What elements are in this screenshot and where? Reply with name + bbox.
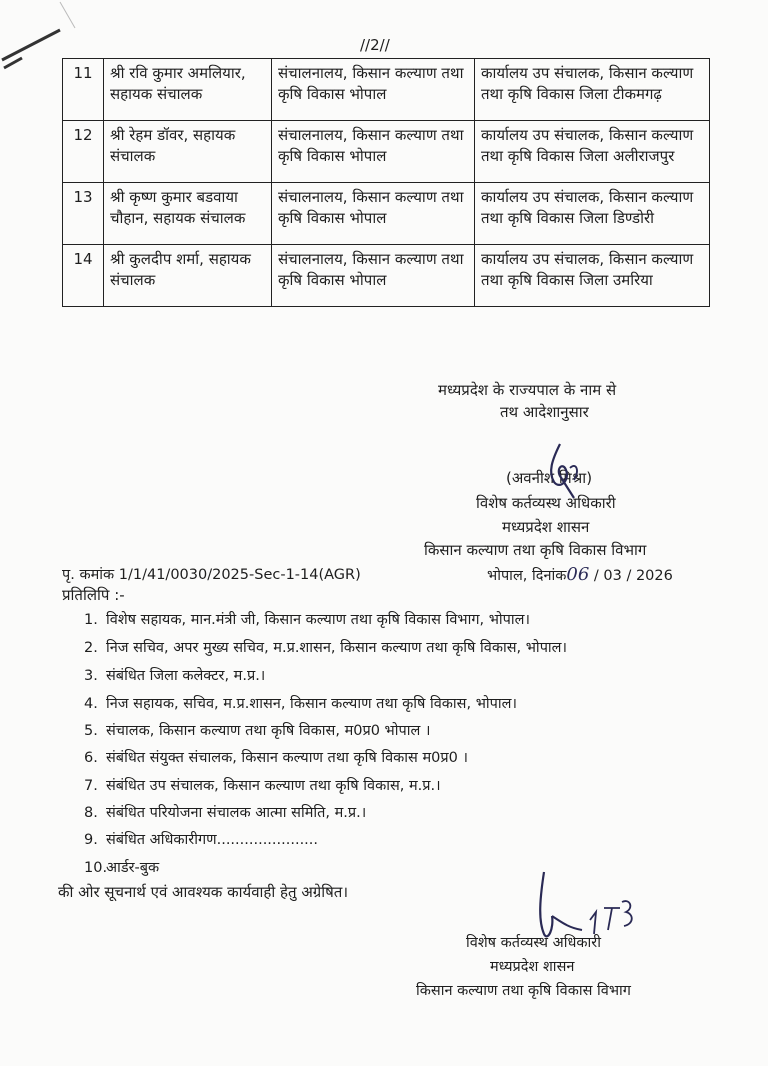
list-item [84, 694, 517, 714]
current-posting: संचालनालय, किसान कल्याण तथा कृषि विकास भोपाल [272, 183, 475, 245]
officer-name: श्री रेहम डॉवर, सहायक संचालक [104, 121, 272, 183]
signatory-department: किसान कल्याण तथा कृषि विकास विभाग [424, 541, 647, 559]
list-item [84, 776, 441, 796]
list-item [84, 610, 530, 630]
table-row [63, 59, 710, 121]
serial-number: 13 [63, 183, 104, 245]
list-item-text: निज सहायक, सचिव, म.प्र.शासन, किसान कल्याण तथा कृषि विकास, भोपाल। [106, 696, 517, 712]
date-day: 06 [566, 564, 590, 585]
signatory-designation: विशेष कर्तव्यस्थ अधिकारी [466, 935, 601, 951]
table-row [63, 245, 710, 307]
list-item-text: संबंधित उप संचालक, किसान कल्याण तथा कृषि विकास, म.प्र.। [106, 778, 441, 794]
serial-number: 11 [63, 59, 104, 121]
list-item-text: विशेष सहायक, मान.मंत्री जी, किसान कल्याण तथा कृषि विकास विभाग, भोपाल। [106, 612, 530, 628]
page-number: //2// [360, 36, 390, 54]
date-prefix: भोपाल, दिनांक [487, 568, 567, 584]
officer-name: श्री रवि कुमार अमलियार, सहायक संचालक [104, 59, 272, 121]
list-item [84, 803, 366, 823]
list-item-number: 7. [84, 778, 98, 794]
current-posting: संचालनालय, किसान कल्याण तथा कृषि विकास भोपाल [272, 245, 475, 307]
list-item-number: 5. [84, 723, 98, 739]
list-item-number: 3. [84, 668, 98, 684]
reference-number: पृ. कमांक 1/1/41/0030/2025-Sec-1-14(AGR) [62, 567, 361, 583]
issue-date [487, 564, 673, 585]
list-item-number: 8. [84, 805, 98, 821]
officer-name: श्री कुलदीप शर्मा, सहायक संचालक [104, 245, 272, 307]
signatory-government: मध्यप्रदेश शासन [502, 518, 590, 536]
new-posting: कार्यालय उप संचालक, किसान कल्याण तथा कृषि विकास जिला अलीराजपुर [475, 121, 710, 183]
copy-heading: प्रतिलिपि :- [62, 586, 125, 604]
table-row [63, 183, 710, 245]
serial-number: 12 [63, 121, 104, 183]
list-item [84, 721, 430, 741]
list-item [84, 858, 159, 878]
transfer-table [62, 58, 710, 307]
new-posting: कार्यालय उप संचालक, किसान कल्याण तथा कृषि विकास जिला टीकमगढ़ [475, 59, 710, 121]
list-item-text: संबंधित जिला कलेक्टर, म.प्र.। [106, 668, 266, 684]
list-item-number: 4. [84, 696, 98, 712]
order-authority-line-2: तथ आदेशानुसार [500, 403, 589, 421]
table-row [63, 121, 710, 183]
list-item-text: संचालक, किसान कल्याण तथा कृषि विकास, म0प्र0 भोपाल । [106, 723, 431, 739]
new-posting: कार्यालय उप संचालक, किसान कल्याण तथा कृषि विकास जिला डिण्डोरी [475, 183, 710, 245]
signatory-department: किसान कल्याण तथा कृषि विकास विभाग [416, 983, 631, 999]
officer-name: श्री कृष्ण कुमार बडवाया चौहान, सहायक संचालक [104, 183, 272, 245]
closing-line: की ओर सूचनार्थ एवं आवश्यक कार्यवाही हेतु अग्रेषित। [58, 883, 349, 901]
list-item-text: संबंधित परियोजना संचालक आत्मा समिति, म.प्र.। [106, 805, 367, 821]
current-posting: संचालनालय, किसान कल्याण तथा कृषि विकास भोपाल [272, 59, 475, 121]
signatory-name: (अवनीश मिश्रा) [506, 469, 593, 487]
list-item-number: 2. [84, 640, 98, 656]
list-item-text: निज सचिव, अपर मुख्य सचिव, म.प्र.शासन, किसान कल्याण तथा कृषि विकास, भोपाल। [106, 640, 568, 656]
date-month-year: / 03 / 2026 [593, 568, 673, 584]
signatory-designation: विशेष कर्तव्यस्थ अधिकारी [476, 494, 616, 512]
list-item [84, 638, 567, 658]
serial-number: 14 [63, 245, 104, 307]
list-item-number: 6. [84, 750, 98, 766]
current-posting: संचालनालय, किसान कल्याण तथा कृषि विकास भोपाल [272, 121, 475, 183]
list-item-number: 10. [84, 860, 108, 876]
list-item-text: संबंधित अधिकारीगण...................... [106, 832, 319, 848]
signatory-government: मध्यप्रदेश शासन [490, 959, 575, 975]
list-item-text: आर्डर-बुक [106, 860, 160, 876]
list-item [84, 748, 468, 768]
order-authority-line: मध्यप्रदेश के राज्यपाल के नाम से [438, 381, 617, 399]
list-item-number: 9. [84, 832, 98, 848]
list-item-text: संबंधित संयुक्त संचालक, किसान कल्याण तथा कृषि विकास म0प्र0 । [106, 750, 468, 766]
new-posting: कार्यालय उप संचालक, किसान कल्याण तथा कृषि विकास जिला उमरिया [475, 245, 710, 307]
list-item [84, 666, 265, 686]
list-item-number: 1. [84, 612, 98, 628]
list-item [84, 830, 318, 850]
